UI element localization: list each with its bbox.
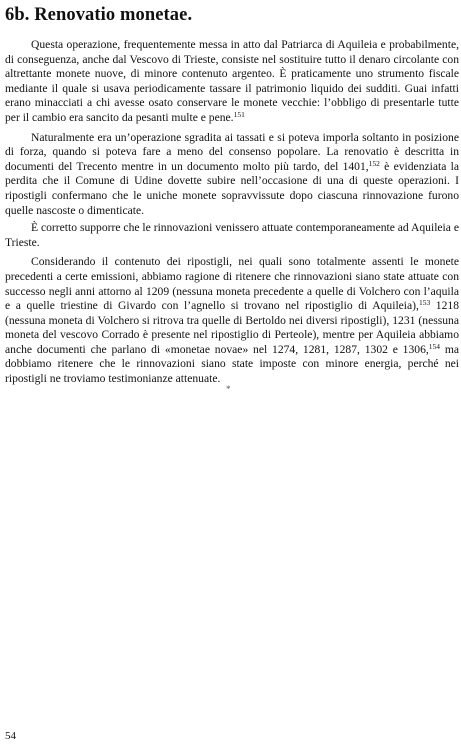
paragraph-2	[5, 131, 459, 219]
paragraph-3-text: È corretto supporre che le rinnovazioni venissero attuate contemporaneamente ad Aquileia e Trieste.	[5, 221, 459, 249]
footnote-ref-153[interactable]: 153	[418, 298, 431, 308]
paragraph-4-text-a: Considerando il contenuto dei ripostigli, nei quali sono totalmente assenti le monete precedenti a certe emissioni, abbiamo ragione di ritenere che rinnovazioni siano state attuate con successo negli anni attorno al 1209 (nessuna moneta precedente a quelle di Volchero con l’aquila e a quelle triestine di Givardo con l’agnello si trovano nel ripostiglio di Aquileia),	[5, 255, 459, 313]
paragraph-1	[5, 38, 459, 126]
paragraph-4-text-b: 1218 (nessuna moneta di Volchero si ritrova tra quelle di Bertoldo nei diversi ripostigli), 1231 (nessuna moneta del vescovo Corrado è presente nel ripostiglio di Perteole), mentre per Aquileia abbiamo anche documenti che parlano di «monetae novae» nel 1274, 1281, 1287, 1302 e 1306,	[5, 299, 459, 356]
footnote-ref-152[interactable]: 152	[368, 158, 380, 168]
paragraph-4	[5, 255, 459, 386]
paragraph-2-text-a: Naturalmente era un’operazione sgradita ai tassati e si poteva imporla soltanto in posizione di forza, quando si poteva fare a meno del consenso popolare. La renovatio è descritta in documenti del Trecento mentre in un documento molto più tardo, del 1401,	[5, 130, 459, 173]
body-text	[5, 38, 459, 390]
paragraph-4-text-c: ma dobbiamo ritenere che le rinnovazioni siano state imposte con minore energia, perché nei ripostigli ne troviamo testimonianze attenuate.	[5, 342, 459, 386]
footnote-ref-151[interactable]: 151	[233, 109, 245, 119]
paragraph-2-text-b: è evidenziata la perdita che il Comune di Udine dovette subire nell’occasione di una di queste operazioni. I ripostigli confermano che le uniche monete sopravvissute dopo ciascuna rinnovazione furono quelle nascoste o dimenticate.	[5, 159, 459, 217]
page-number: 54	[5, 730, 16, 742]
paragraph-1-text: Questa operazione, frequentemente messa in atto dal Patriarca di Aquileia e probabilmente, di conseguenza, anche dal Vescovo di Trieste, consiste nel sostituire tutto il denaro circolante con altrettante monete nuove, di minore contenuto argenteo. È praticamente uno strumento fiscale mediante il quale si usava periodicamente tassare il patrimonio liquido dei sudditi. Guai infatti erano minacciati a chi avesse osato conservare le monete vecchie: l’obbligo di presentarle tutte per il cambio era sancito da pesanti multe e pene.	[5, 38, 459, 124]
section-heading: 6b. Renovatio monetae.	[5, 5, 193, 25]
section-separator: *	[226, 384, 231, 394]
paragraph-3	[5, 221, 459, 250]
footnote-ref-154[interactable]: 154	[428, 341, 441, 351]
